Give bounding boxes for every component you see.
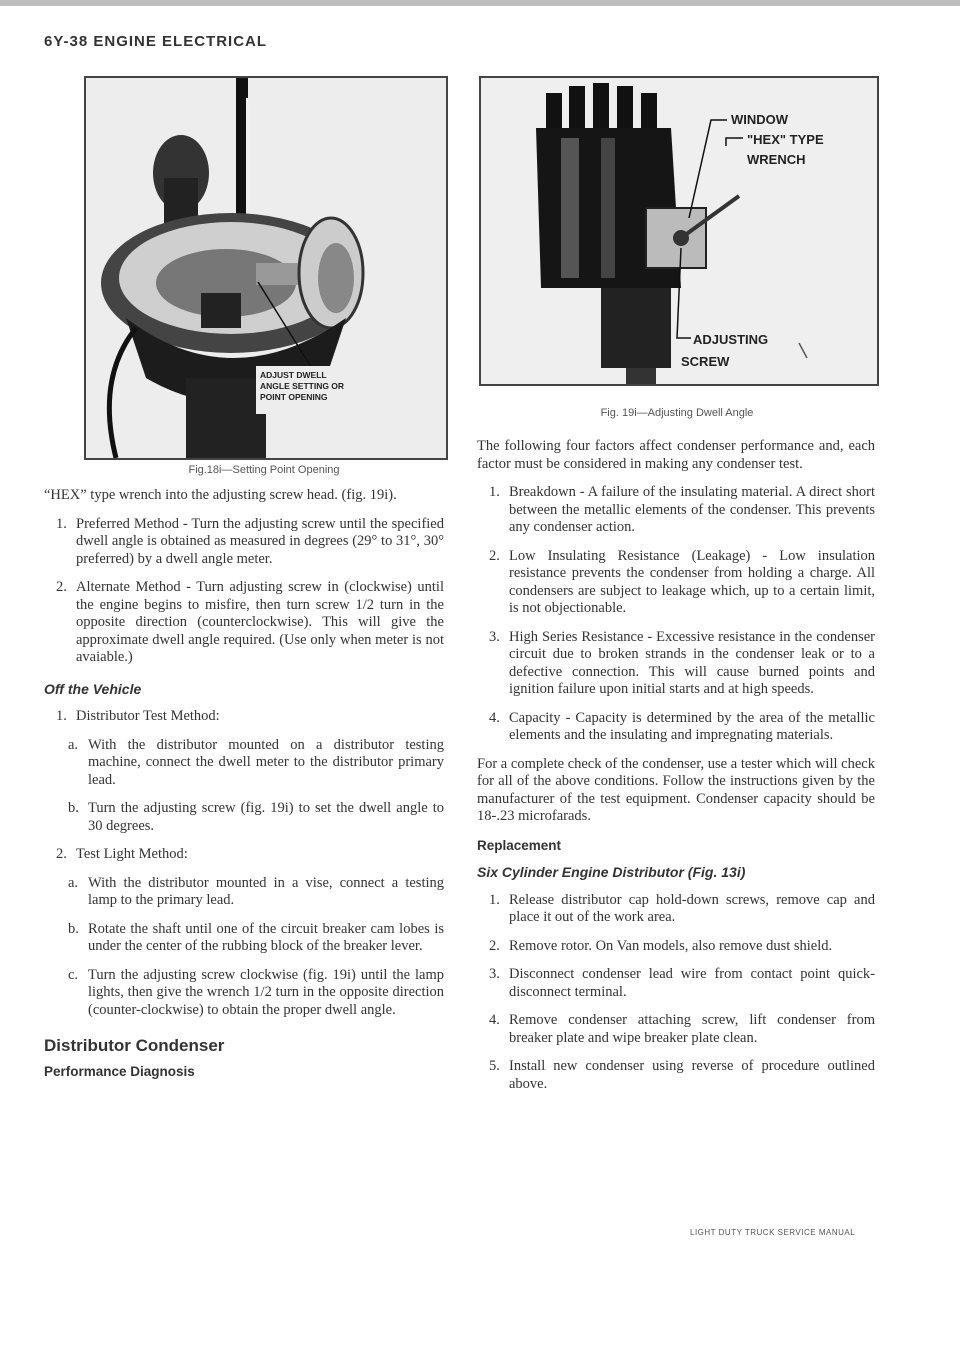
sub-item: b. Rotate the shaft until one of the circuit breaker cam lobes is under the center of the rubbing block of the breaker lever.: [68, 920, 444, 954]
sub-item: a. With the distributor mounted in a vise, connect a testing lamp to the primary lead.: [68, 874, 444, 908]
check-paragraph: For a complete check of the condenser, use a tester which will check for all of the above conditions. Follow the instructions given by the manufacturer of the test equipment. Condenser capacity should be 18-.23 microfarads.: [477, 755, 875, 824]
six-cylinder-heading: Six Cylinder Engine Distributor (Fig. 13i): [477, 864, 746, 880]
page-header: 6Y-38 ENGINE ELECTRICAL: [44, 33, 268, 50]
off-vehicle-heading: Off the Vehicle: [44, 680, 142, 697]
fig18-label-line-1: ADJUST DWELL: [260, 370, 327, 380]
list-item: 5. Install new condenser using reverse of procedure outlined above.: [489, 1058, 875, 1092]
fig19-label-wrench: WRENCH: [747, 152, 806, 167]
top-rule: [0, 0, 960, 6]
list-item: 2. Low Insulating Resistance (Leakage) - Low insulation resistance prevents the condenser from holding a charge. All condensers are subject to leakage which, up to a certain limit, is not objectionable.: [489, 547, 875, 616]
figure-18i: [84, 76, 448, 460]
left-column: [44, 487, 444, 1088]
list-item: 2. Test Light Method:: [56, 846, 188, 862]
list-item: 1. Release distributor cap hold-down screws, remove cap and place it out of the work area.: [489, 891, 875, 925]
figure-19i: [479, 76, 879, 386]
left-intro: “HEX” type wrench into the adjusting screw head. (fig. 19i).: [44, 487, 397, 503]
page-footer: LIGHT DUTY TRUCK SERVICE MANUAL: [690, 1228, 856, 1237]
list-item: 1. Preferred Method - Turn the adjusting screw until the specified dwell angle is obtained as measured in degrees (29° to 31°, 30° preferred) by a dwell angle meter.: [56, 515, 444, 567]
distributor-cap-photo: [481, 78, 877, 384]
list-item: 2. Remove rotor. On Van models, also remove dust shield.: [489, 937, 833, 954]
fig19-label-hex: "HEX" TYPE: [747, 132, 824, 147]
list-item: 1. Distributor Test Method:: [56, 708, 220, 724]
sub-item: c. Turn the adjusting screw clockwise (fig. 19i) until the lamp lights, then give the wrench 1/2 turn in the opposite direction (counter-clockwise) to obtain the proper dwell angle.: [68, 966, 444, 1018]
fig18-caption: Fig.18i—Setting Point Opening: [188, 464, 340, 476]
right-column: [477, 438, 875, 1104]
list-item: 1. Breakdown - A failure of the insulating material. A direct short between the metallic elements of the condenser. This prevents any condenser action.: [489, 484, 875, 535]
fig19-label-window: WINDOW: [731, 112, 789, 127]
right-intro: The following four factors affect condenser performance and, each factor must be considered in making any condenser test.: [477, 438, 875, 472]
distributor-photo: [86, 78, 446, 458]
fig18-label-line-3: POINT OPENING: [260, 392, 328, 402]
condenser-heading: Distributor Condenser: [44, 1036, 225, 1055]
sub-item: b. Turn the adjusting screw (fig. 19i) to set the dwell angle to 30 degrees.: [68, 800, 444, 834]
fig19-label-adjusting: ADJUSTING: [693, 332, 769, 347]
list-item: 2. Alternate Method - Turn adjusting screw in (clockwise) until the engine begins to misfire, then turn screw 1/2 turn in the opposite direction (counterclockwise). This will give the approximate dwell angle required. (Use only when meter is not avaiable.): [56, 579, 444, 665]
list-item: 3. High Series Resistance - Excessive resistance in the condenser circuit due to broken strands in the condenser leak or to a defective connection. This will cause burned points and ignition failure upon initial starts and at high speeds.: [489, 628, 875, 697]
performance-heading: Performance Diagnosis: [44, 1063, 195, 1079]
list-item: 4. Remove condenser attaching screw, lift condenser from breaker plate and wipe breaker plate clean.: [489, 1012, 875, 1046]
fig19-caption: Fig. 19i—Adjusting Dwell Angle: [600, 407, 754, 419]
fig19-label-screw: SCREW: [681, 354, 730, 369]
replacement-heading: Replacement: [477, 837, 562, 853]
fig18-label-line-2: ANGLE SETTING OR: [260, 381, 345, 391]
list-item: 4. Capacity - Capacity is determined by the area of the metallic elements and the insulating and impregnating materials.: [489, 709, 875, 743]
list-item: 3. Disconnect condenser lead wire from contact point quick-disconnect terminal.: [489, 966, 875, 1000]
sub-item: a. With the distributor mounted on a distributor testing machine, connect the dwell meter to the distributor primary lead.: [68, 736, 444, 788]
